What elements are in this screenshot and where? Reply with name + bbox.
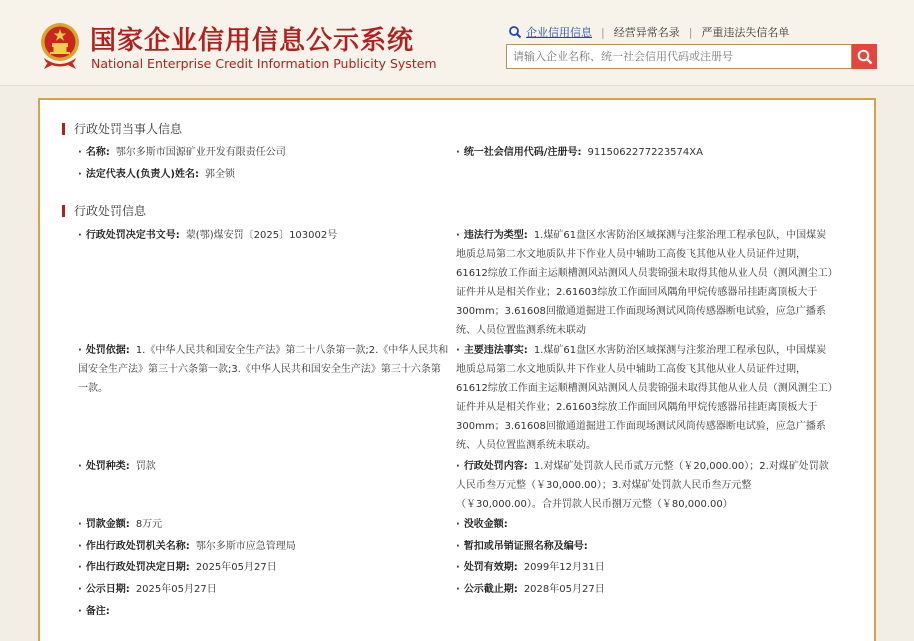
decision-no-value: 蒙(鄂)煤安罚〔2025〕103002号	[185, 230, 338, 241]
national-emblem-icon	[38, 22, 82, 70]
site-title: 国家企业信用信息公示系统	[90, 26, 415, 56]
nav-serious-violation-list[interactable]: 严重违法失信名单	[701, 26, 790, 39]
publish-date-field: · 公示日期: 2025年05月27日	[78, 584, 217, 595]
decision-no-field: · 行政处罚决定书文号: 蒙(鄂)煤安罚〔2025〕103002号	[78, 230, 338, 241]
penalty-section-title: 行政处罚信息	[62, 202, 146, 219]
penalty-kind-value: 罚款	[135, 461, 156, 472]
legal-rep-value: 郭全锁	[204, 169, 235, 180]
top-nav	[508, 25, 789, 39]
main-facts-value: 1.煤矿61盘区水害防治区域探测与注浆治理工程承包队，中国煤炭地质总局第二水文地质队井下作业人员中辅助工高俊飞其他从业人员证件过期，61612综放工作面主运顺槽测风站测风人员裴锦强未取得其他从业人员（测风测尘工）证件并从是相关作业；2.61603综放工作面回风隅角甲烷传感器吊挂距离顶板大于300mm；3.61608回撤通道掘进工作面现场测试风筒传感器断电试验，应急广播系统、人员位置监测系统未联动。	[456, 345, 833, 451]
nav-enterprise-credit[interactable]: 企业信用信息	[526, 26, 592, 39]
credit-code-field: · 统一社会信用代码/注册号: 9115062277223574XA	[456, 147, 703, 158]
section-marker	[62, 205, 65, 217]
detail-panel	[38, 98, 876, 641]
publish-end-value: 2028年05月27日	[523, 584, 605, 595]
search-icon	[508, 25, 522, 39]
license-field: · 暂扣或吊销证照名称及编号:	[456, 541, 588, 552]
search-button[interactable]	[852, 44, 877, 69]
fine-amount-value: 8万元	[135, 519, 163, 530]
authority-field: · 作出行政处罚机关名称: 鄂尔多斯市应急管理局	[78, 541, 296, 552]
violation-type-value: 1.煤矿61盘区水害防治区域探测与注浆治理工程承包队，中国煤炭地质总局第二水文地质队井下作业人员中辅助工高俊飞其他从业人员证件过期，61612综放工作面主运顺槽测风站测风人员裴锦强未取得其他从业人员（测风测尘工）证件并从是相关作业；2.61603综放工作面回风隅角甲烷传感器吊挂距离顶板大于300mm；3.61608回撤通道掘进工作面现场测试风筒传感器断电试验，应急广播系统、人员位置监测系统未联动	[456, 230, 833, 336]
penalty-content-field: · 行政处罚内容: 1.对煤矿处罚款人民币贰万元整（￥20,000.00）；2.对煤矿处罚款人民币叁万元整（￥30,000.00）；3.对煤矿处罚款人民币叁万元整（￥30,000.00）。合并罚款人民币捌万元整（￥80,000.00）	[456, 461, 829, 510]
valid-period-field: · 处罚有效期: 2099年12月31日	[456, 562, 605, 573]
party-section-title: 行政处罚当事人信息	[62, 120, 182, 137]
remark-field: · 备注:	[78, 606, 110, 617]
site-header	[0, 0, 914, 86]
nav-abnormal-list[interactable]: 经营异常名录	[613, 26, 680, 39]
basis-value: 1.《中华人民共和国安全生产法》第二十八条第一款;2.《中华人民共和国安全生产法》第三十六条第一款;3.《中华人民共和国安全生产法》第三十六条第一款。	[78, 345, 449, 394]
search-box	[506, 44, 852, 69]
publish-end-field: · 公示截止期: 2028年05月27日	[456, 584, 605, 595]
decision-date-value: 2025年05月27日	[195, 562, 277, 573]
penalty-content-value: 1.对煤矿处罚款人民币贰万元整（￥20,000.00）；2.对煤矿处罚款人民币叁万元整（￥30,000.00）；3.对煤矿处罚款人民币叁万元整（￥30,000.00）。合并罚款人民币捌万元整（￥80,000.00）	[456, 461, 829, 510]
nav-separator: |	[601, 25, 605, 39]
penalty-kind-field: · 处罚种类: 罚款	[78, 461, 156, 472]
fine-amount-field: · 罚款金额: 8万元	[78, 519, 163, 530]
legal-rep-field: · 法定代表人(负责人)姓名: 郭全锁	[78, 169, 235, 180]
search-input[interactable]	[507, 45, 851, 68]
site-subtitle: National Enterprise Credit Information Publicity System	[91, 56, 437, 71]
credit-code-value: 9115062277223574XA	[587, 147, 703, 158]
publish-date-value: 2025年05月27日	[135, 584, 217, 595]
party-name-value: 鄂尔多斯市国源矿业开发有限责任公司	[115, 147, 286, 158]
search-icon	[857, 49, 873, 65]
nav-separator: |	[688, 25, 693, 39]
party-name-field: · 名称: 鄂尔多斯市国源矿业开发有限责任公司	[78, 147, 286, 158]
section-marker	[62, 123, 65, 135]
violation-type-field: · 违法行为类型: 1.煤矿61盘区水害防治区域探测与注浆治理工程承包队，中国煤炭地质总局第二水文地质队井下作业人员中辅助工高俊飞其他从业人员证件过期，61612综放工作面主运顺槽测风站测风人员裴锦强未取得其他从业人员（测风测尘工）证件并从是相关作业；2.61603综放工作面回风隅角甲烷传感器吊挂距离顶板大于300mm；3.61608回撤通道掘进工作面现场测试风筒传感器断电试验，应急广播系统、人员位置监测系统未联动	[456, 230, 833, 336]
decision-date-field: · 作出行政处罚决定日期: 2025年05月27日	[78, 562, 277, 573]
confiscation-field: · 没收金额:	[456, 519, 508, 530]
main-facts-field: · 主要违法事实: 1.煤矿61盘区水害防治区域探测与注浆治理工程承包队，中国煤炭地质总局第二水文地质队井下作业人员中辅助工高俊飞其他从业人员证件过期，61612综放工作面主运顺槽测风站测风人员裴锦强未取得其他从业人员（测风测尘工）证件并从是相关作业；2.61603综放工作面回风隅角甲烷传感器吊挂距离顶板大于300mm；3.61608回撤通道掘进工作面现场测试风筒传感器断电试验，应急广播系统、人员位置监测系统未联动。	[456, 345, 833, 451]
valid-period-value: 2099年12月31日	[523, 562, 605, 573]
authority-value: 鄂尔多斯市应急管理局	[195, 541, 296, 552]
basis-field: · 处罚依据: 1.《中华人民共和国安全生产法》第二十八条第一款;2.《中华人民共和国安全生产法》第三十六条第一款;3.《中华人民共和国安全生产法》第三十六条第一款。	[78, 345, 449, 394]
